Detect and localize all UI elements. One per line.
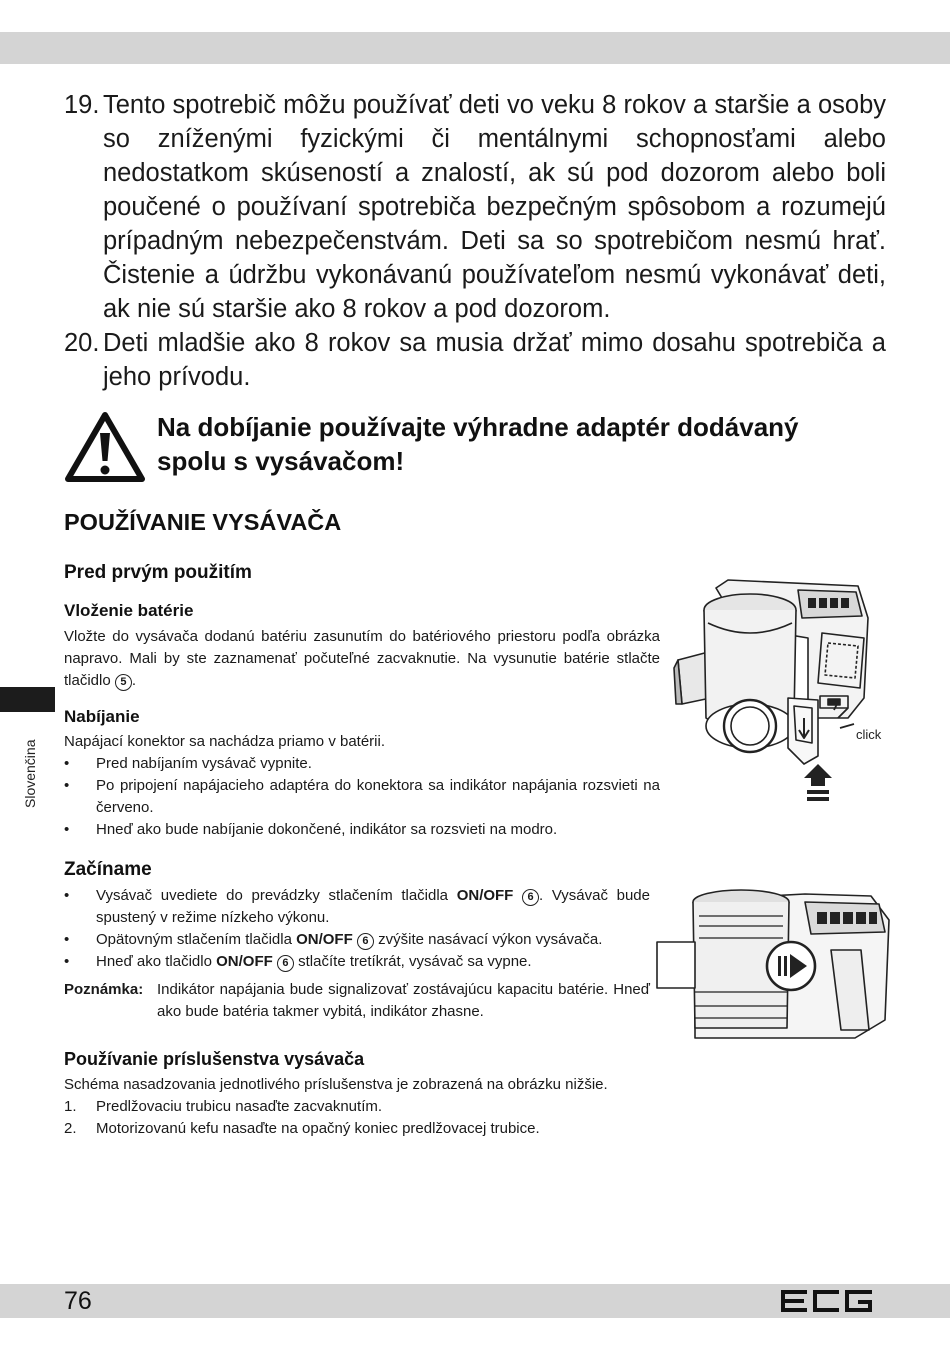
onoff-label: ON/OFF	[296, 931, 353, 948]
start-heading: Začíname	[64, 859, 152, 880]
battery-heading: Vloženie batérie	[64, 601, 194, 620]
step-text: Predlžovaciu trubicu nasaďte zacvaknutím.	[96, 1098, 383, 1115]
subsection-title: Pred prvým použitím	[64, 562, 252, 583]
list-item: • Hneď ako bude nabíjanie dokončené, indikátor sa rozsvieti na modro.	[64, 821, 558, 838]
list-item-text: Deti mladšie ako 8 rokov sa musia držať mimo dosahu spotrebiča a jeho prívodu.	[103, 329, 886, 391]
section-title: POUŽÍVANIE VYSÁVAČA	[64, 509, 342, 535]
button-number-badge: 5	[115, 674, 132, 691]
list-item: • Vysávač uvediete do prevádzky stlačením tlačidla ON/OFF 6 . Vysávač bude spustený v režime nízkeho výkonu.	[64, 887, 650, 926]
list-item-text: Tento spotrebič môžu používať deti vo veku 8 rokov a staršie a osoby so zníženými fyzickými či mentálnymi schopnosťami alebo nedostatkom skúseností a znalostí, ak sú pod dozorom alebo boli poučené o používaní spotrebiča bezpečným spôsobom a rozumejú prípadným nebezpečenstvám. Deti sa so spotrebičom nesmú hrať. Čistenie a údržbu vykonávanú používateľom nesmú vykonávať deti, ak nie sú staršie ako 8 rokov a pod dozorom.	[103, 91, 886, 323]
bullet-text: zvýšite nasávací výkon vysávača.	[378, 931, 603, 948]
list-item: • Pred nabíjaním vysávač vypnite.	[64, 755, 312, 772]
accessories-section	[64, 1074, 684, 1140]
list-item	[64, 326, 886, 394]
step-text: Motorizovanú kefu nasaďte na opačný koniec predlžovacej trubice.	[96, 1120, 540, 1137]
list-item	[64, 1118, 684, 1140]
bullet-text: . Vysávač bude spustený v režime nízkeho výkonu.	[96, 887, 650, 926]
warning-triangle-icon	[63, 409, 147, 483]
battery-insertion-illustration	[668, 578, 890, 803]
click-label: click	[856, 727, 882, 742]
warning-line: Na dobíjanie používajte výhradne adaptér dodávaný	[157, 412, 799, 442]
language-label: Slovenčina	[22, 739, 38, 808]
safety-list	[64, 88, 886, 394]
onoff-label: ON/OFF	[456, 887, 514, 904]
step-number: 1.	[64, 1098, 77, 1115]
list-item: • Opätovným stlačením tlačidla ON/OFF 6 zvýšite nasávací výkon vysávača.	[64, 931, 603, 948]
bullet-text: Po pripojení napájacieho adaptéra do konektora sa indikátor napájania rozsvieti na červeno.	[96, 777, 660, 816]
bullet-text: stlačíte tretíkrát, vysávač sa vypne.	[298, 953, 532, 970]
charging-intro: Napájací konektor sa nachádza priamo v batérii.	[64, 733, 386, 750]
button-number-badge: 6	[277, 955, 294, 972]
list-item	[64, 1096, 684, 1118]
note	[64, 979, 650, 1023]
list-item-number: 20.	[64, 329, 100, 357]
list-item	[64, 88, 886, 326]
warning-line: spolu s vysávačom!	[157, 446, 405, 476]
ecg-logo	[780, 1289, 874, 1313]
list-item: • Hneď ako tlačidlo ON/OFF 6 stlačíte tretíkrát, vysávač sa vypne.	[64, 953, 532, 970]
battery-text	[64, 626, 660, 692]
charging-heading: Nabíjanie	[64, 707, 140, 726]
start-section	[64, 885, 650, 1023]
accessories-intro: Schéma nasadzovania jednotlivého príslušenstva je zobrazená na obrázku nižšie.	[64, 1076, 608, 1093]
button-number-badge: 6	[357, 933, 374, 950]
header-bar	[0, 32, 950, 64]
accessories-heading: Používanie príslušenstva vysávača	[64, 1049, 365, 1069]
bullet-text: Hneď ako tlačidlo	[96, 953, 212, 970]
list-item: • Po pripojení napájacieho adaptéra do konektora sa indikátor napájania rozsvieti na červeno.	[64, 777, 660, 816]
language-tab-marker	[0, 687, 55, 712]
power-button-illustration	[655, 880, 895, 1040]
bullet-text: Opätovným stlačením tlačidla	[96, 931, 292, 948]
page-number: 76	[64, 1287, 92, 1315]
punctuation: .	[131, 672, 137, 689]
bullet-text: Pred nabíjaním vysávač vypnite.	[96, 755, 312, 772]
list-item-number: 19.	[64, 91, 100, 119]
bullet-text: Hneď ako bude nabíjanie dokončené, indikátor sa rozsvieti na modro.	[96, 821, 558, 838]
bullet-text: Vysávač uvediete do prevádzky stlačením tlačidla	[96, 887, 449, 904]
note-label: Poznámka:	[64, 981, 144, 998]
warning-text	[157, 410, 857, 478]
button-number-badge: 6	[522, 889, 539, 906]
onoff-label: ON/OFF	[216, 953, 273, 970]
battery-paragraph: Vložte do vysávača dodanú batériu zasunutím do batériového priestoru podľa obrázka napravo. Mali by ste zaznamenať počuteľné zacvaknutie. Na vysunutie batérie stlačte tlačidlo	[64, 628, 660, 689]
note-text: Indikátor napájania bude signalizovať zostávajúcu kapacitu batérie. Hneď ako bude batéria takmer vybitá, indikátor zhasne.	[157, 981, 650, 1020]
charging-section	[64, 731, 660, 841]
step-number: 2.	[64, 1120, 77, 1137]
